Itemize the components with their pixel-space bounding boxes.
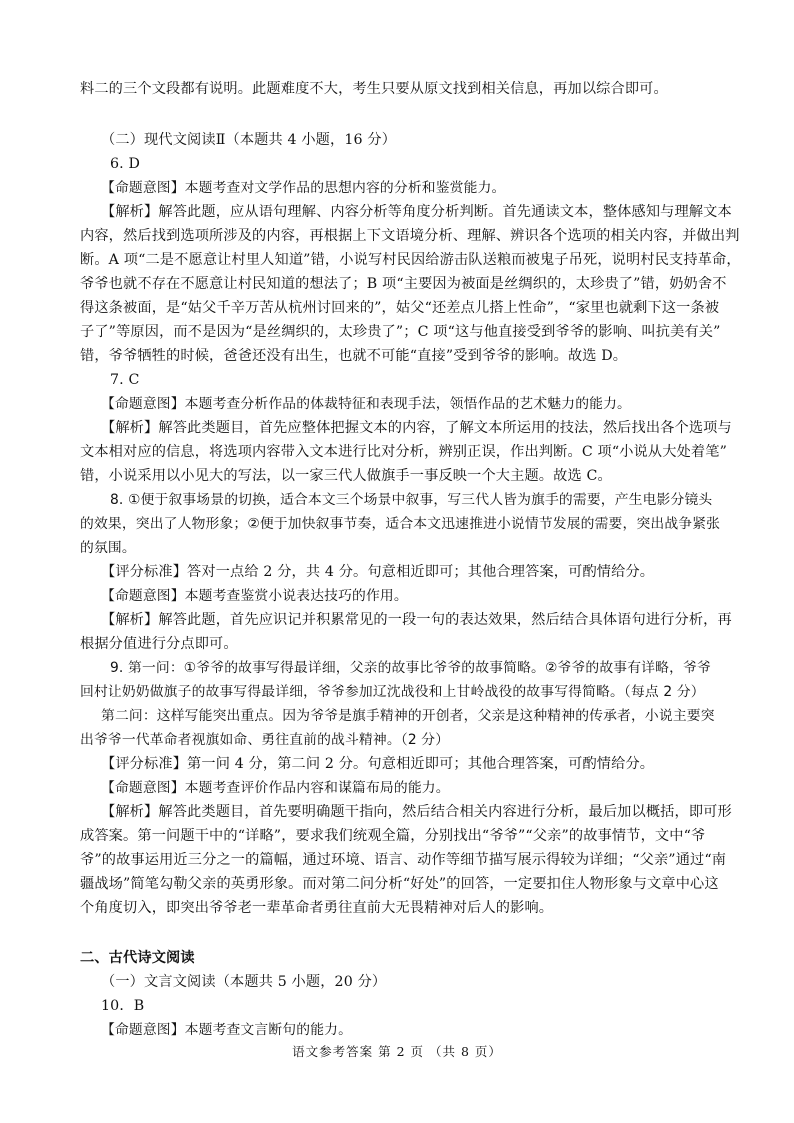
text-line: 文本相对应的信息，将选项内容带入文本进行比对分析，辨别正误，作出判断。C 项“小说从大处着笔” xyxy=(80,444,727,460)
text-line: 回村让奶奶做旗子的故事写得最详细，爷爷参加辽沈战役和上甘岭战役的故事写得简略。（每点 2 分） xyxy=(80,684,705,700)
text-line: 【解析】解答此类题目，首先要明确题干指向，然后结合相关内容进行分析，最后加以概括，即可形 xyxy=(101,804,732,820)
text-line: 【命题意图】本题考查文言断句的能力。 xyxy=(101,1022,353,1038)
text-line: 疆战场”简笔勾勒父亲的英勇形象。而对第二问分析“好处”的回答，一定要扣住人物形象与文章中心这 xyxy=(80,876,719,892)
text-line: （一）文言文阅读（本题共 5 小题，20 分） xyxy=(101,974,387,990)
text-line: 根据分值进行分点即可。 xyxy=(80,636,238,652)
text-line: 爷爷也就不存在不愿意让村民知道的想法了；B 项“主要因为被面是丝绸织的，太珍贵了”错，奶奶舍不 xyxy=(80,276,727,292)
page-footer: 语文参考答案 第 2 页 （共 8 页） xyxy=(292,1044,502,1059)
text-line: 得这条被面，是“姑父千辛万苦从杭州讨回来的”，姑父“还差点儿搭上性命”，“家里也就剩下这一条被 xyxy=(80,300,720,316)
text-line: 第二问：这样写能突出重点。因为爷爷是旗手精神的开创者，父亲是这种精神的传承者，小说主要突 xyxy=(101,708,715,724)
text-line: 错，小说采用以小见大的写法，以一家三代人做旗手一事反映一个大主题。故选 C。 xyxy=(80,468,612,484)
text-line: 【命题意图】本题考查对文学作品的思想内容的分析和鉴赏能力。 xyxy=(101,180,506,196)
text-line: 【解析】解答此题，首先应识记并积累常见的一段一句的表达效果，然后结合具体语句进行分析，再 xyxy=(101,612,732,628)
text-line: 【解析】解答此题，应从语句理解、内容分析等角度分析判断。首先通读文本，整体感知与理解文本 xyxy=(101,204,732,220)
text-line: 爷”的故事运用近三分之一的篇幅，通过环境、语言、动作等细节描写展示得较为详细；“父亲”通过“南 xyxy=(80,852,727,868)
text-line: 【评分标准】第一问 4 分，第二问 2 分。句意相近即可；其他合理答案，可酌情给分。 xyxy=(101,756,655,772)
text-line: 子了”等原因，而不是因为“是丝绸织的，太珍贵了”；C 项“这与他直接受到爷爷的影响、叫抗美有关” xyxy=(80,324,721,340)
text-line: 10．B xyxy=(101,998,145,1014)
text-line: 错，爷爷牺牲的时候，爸爸还没有出生，也就不可能“直接”受到爷爷的影响。故选 D。 xyxy=(80,348,628,364)
text-line: 7. C xyxy=(110,372,140,388)
text-line: 断。A 项“二是不愿意让村里人知道”错，小说写村民因给游击队送粮而被鬼子吊死，说明村民支持革命， xyxy=(80,252,741,268)
text-line: 6. D xyxy=(110,156,141,172)
section-heading: 二、古代诗文阅读 xyxy=(80,950,195,966)
text-line: 个角度切入，即突出爷爷老一辈革命者勇往直前大无畏精神对后人的影响。 xyxy=(80,900,554,916)
text-line: 料二的三个文段都有说明。此题难度不大，考生只要从原文找到相关信息，再加以综合即可。 xyxy=(80,81,668,97)
text-line: 8. ①便于叙事场景的切换，适合本文三个场景中叙事，写三代人皆为旗手的需要，产生电影分镜头 xyxy=(110,492,713,508)
text-line: 【命题意图】本题考查鉴赏小说表达技巧的作用。 xyxy=(101,588,408,604)
text-line: 内容，然后找到选项所涉及的内容，再根据上下文语境分析、理解、辨识各个选项的相关内容，并做出判 xyxy=(80,228,740,244)
text-line: 【命题意图】本题考查评价作品内容和谋篇布局的能力。 xyxy=(101,780,450,796)
text-line: 【评分标准】答对一点给 2 分，共 4 分。句意相近即可；其他合理答案，可酌情给分。 xyxy=(101,564,655,580)
text-line: 成答案。第一问题干中的“详略”，要求我们统观全篇，分别找出“爷爷”“父亲”的故事情节，文中“爷 xyxy=(80,828,706,844)
text-line: 出爷爷一代革命者视旗如命、勇往直前的战斗精神。（2 分） xyxy=(80,732,450,748)
text-line: 的氛围。 xyxy=(80,540,136,556)
text-line: 【命题意图】本题考查分析作品的体裁特征和表现手法，领悟作品的艺术魅力的能力。 xyxy=(101,396,631,412)
text-line: 的效果，突出了人物形象；②便于加快叙事节奏，适合本文迅速推进小说情节发展的需要，突出战争紧张 xyxy=(80,516,721,532)
text-line: 9. 第一问：①爷爷的故事写得最详细，父亲的故事比爷爷的故事简略。②爷爷的故事有详略，爷爷 xyxy=(110,660,711,676)
text-line: （二）现代文阅读Ⅱ（本题共 4 小题，16 分） xyxy=(101,132,397,148)
text-line: 【解析】解答此类题目，首先应整体把握文本的内容，了解文本所运用的技法，然后找出各个选项与 xyxy=(101,420,732,436)
